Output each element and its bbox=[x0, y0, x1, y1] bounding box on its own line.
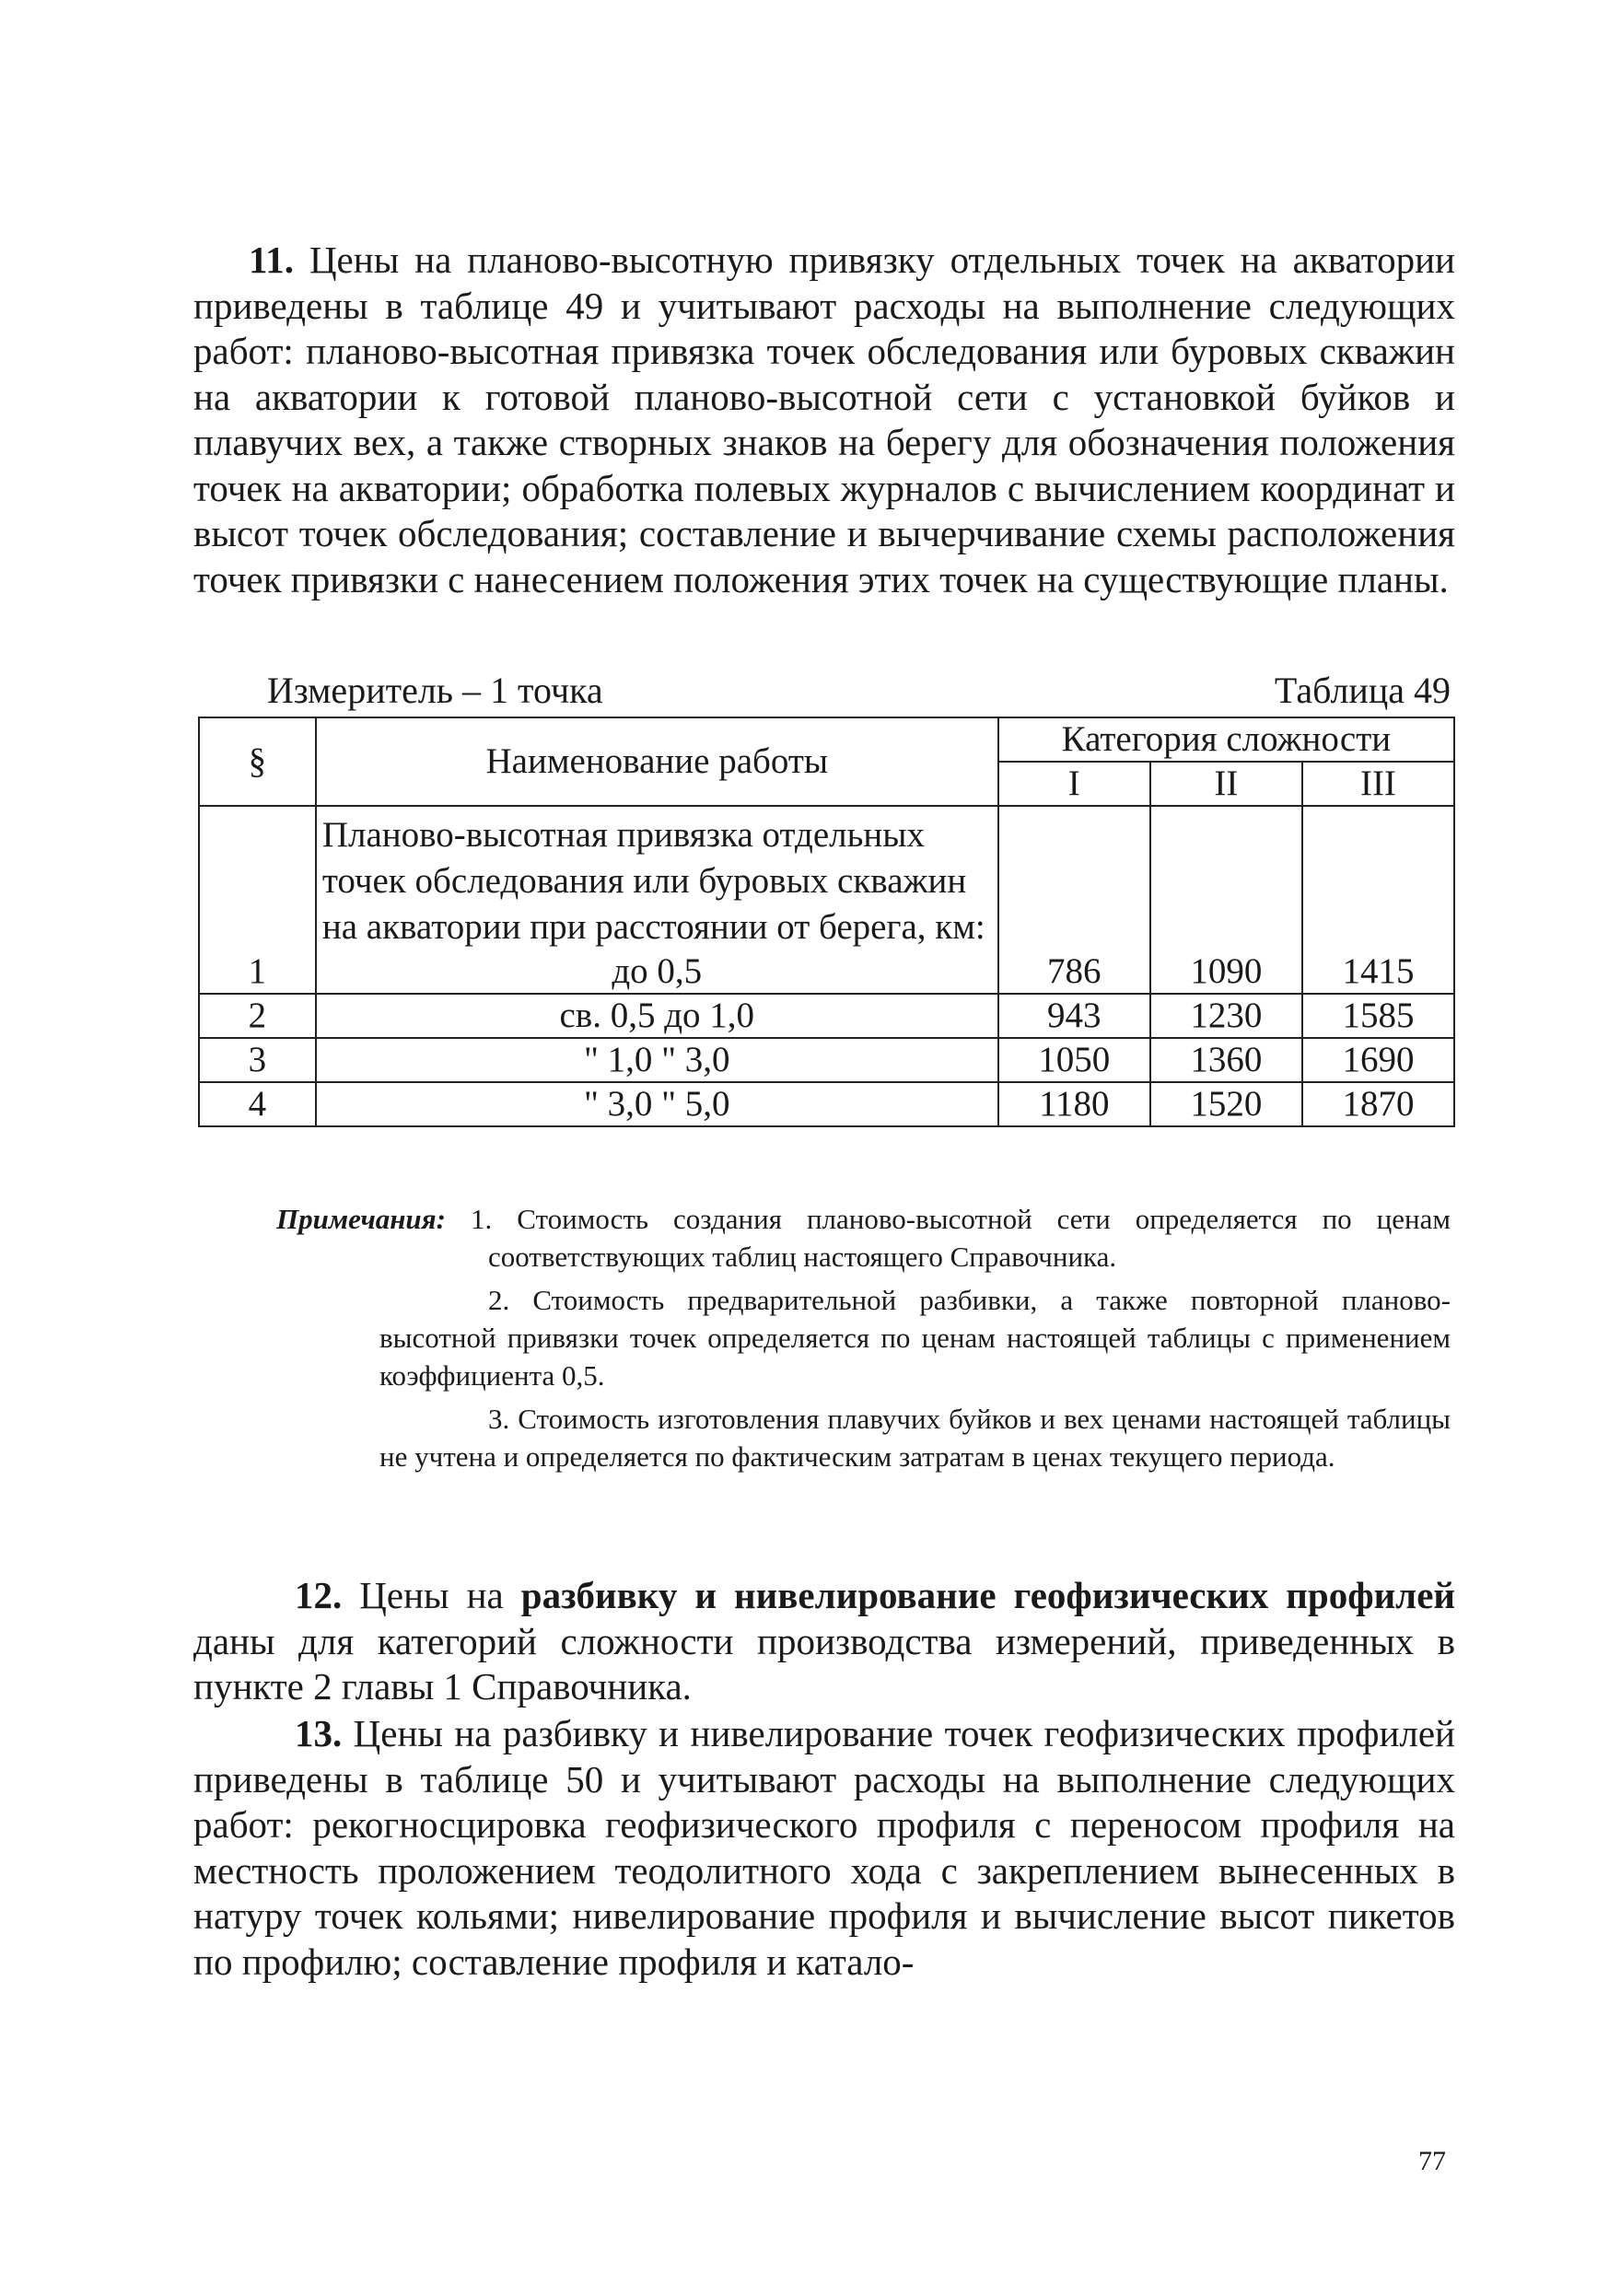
row-2-cat-2: 1230 bbox=[1150, 994, 1302, 1038]
row-2-cat-1: 943 bbox=[998, 994, 1150, 1038]
header-category: Категория сложности bbox=[998, 717, 1454, 762]
row-4-cat-3: 1870 bbox=[1302, 1082, 1454, 1126]
lead-text: Планово-высотная привязка отдельных точек обследования или буровых скважин на акватории при расстоянии от берега, км: bbox=[321, 815, 985, 947]
row-3-name: " 1,0 " 3,0 bbox=[316, 1038, 998, 1082]
row-1-cat-1: 786 bbox=[998, 806, 1150, 994]
paragraph-12-text-post: даны для категорий сложности производства измерений, приведенных в пункте 2 главы 1 Справочника. bbox=[193, 1619, 1455, 1707]
header-section: § bbox=[199, 717, 316, 806]
notes-block bbox=[276, 1200, 1451, 1475]
header-work-name: Наименование работы bbox=[316, 717, 998, 806]
row-1-cat-2: 1090 bbox=[1150, 806, 1302, 994]
header-cat-1: I bbox=[998, 762, 1150, 806]
table-header-row bbox=[199, 717, 1454, 762]
note-3: 3. Стоимость изготовления плавучих буйков и вех ценами настоящей таблицы не учтена и определяется по фактическим затратам в ценах текущего периода. bbox=[379, 1403, 1451, 1473]
row-4-cat-1: 1180 bbox=[998, 1082, 1150, 1126]
row-4-cat-2: 1520 bbox=[1150, 1082, 1302, 1126]
header-cat-3: III bbox=[1302, 762, 1454, 806]
row-4-section: 4 bbox=[199, 1082, 316, 1126]
row-1-cat-3: 1415 bbox=[1302, 806, 1454, 994]
note-1 bbox=[276, 1200, 1451, 1276]
paragraph-12-text-bold: разбивку и нивелирование геофизических профилей bbox=[520, 1574, 1456, 1616]
row-2-section: 2 bbox=[199, 994, 316, 1038]
table-unit: Измеритель – 1 точка bbox=[267, 670, 603, 711]
row-3-cat-3: 1690 bbox=[1302, 1038, 1454, 1082]
paragraph-12 bbox=[193, 1573, 1455, 1710]
note-1-text: 1. Стоимость создания планово-высотной сети определяется по ценам соответствующих таблиц настоящего Справочника. bbox=[470, 1203, 1451, 1273]
paragraph-11-number: 11. bbox=[249, 239, 294, 281]
paragraph-13-number: 13. bbox=[295, 1712, 343, 1754]
notes-label: Примечания: bbox=[276, 1203, 446, 1235]
paragraph-13 bbox=[193, 1711, 1455, 1985]
header-cat-2: II bbox=[1150, 762, 1302, 806]
row-2-name: св. 0,5 до 1,0 bbox=[316, 994, 998, 1038]
row-1-section: 1 bbox=[199, 806, 316, 994]
table-row bbox=[199, 1082, 1454, 1126]
row-4-name: " 3,0 " 5,0 bbox=[316, 1082, 998, 1126]
note-2: 2. Стоимость предварительной разбивки, а также повторной планово-высотной привязки точек определяется по ценам настоящей таблицы с применением коэффициента 0,5. bbox=[379, 1284, 1451, 1392]
paragraph-12-number: 12. bbox=[295, 1574, 343, 1616]
row-1-name: до 0,5 bbox=[612, 951, 703, 991]
table-49 bbox=[198, 717, 1455, 1127]
row-1-name-cell bbox=[316, 806, 998, 994]
table-row bbox=[199, 994, 1454, 1038]
row-3-section: 3 bbox=[199, 1038, 316, 1082]
table-row bbox=[199, 1038, 1454, 1082]
row-2-cat-3: 1585 bbox=[1302, 994, 1454, 1038]
row-3-cat-1: 1050 bbox=[998, 1038, 1150, 1082]
paragraph-12-text-pre: Цены на bbox=[359, 1574, 521, 1616]
table-label: Таблица 49 bbox=[1274, 670, 1451, 711]
row-3-cat-2: 1360 bbox=[1150, 1038, 1302, 1082]
table-caption bbox=[267, 670, 1451, 712]
page-number: 77 bbox=[1418, 2146, 1446, 2176]
paragraph-13-text: Цены на разбивку и нивелирование точек геофизических профилей приведены в таблице 50 и учитывают расходы на выполнение следующих работ: рекогносцировка геофизического профиля с переносом профиля на местность проложением теодолитного хода с закреплением вынесенных в натуру точек кольями; нивелирование профиля и вычисление высот пикетов по профилю; составление профиля и катало- bbox=[193, 1712, 1456, 1983]
paragraph-11-text: Цены на планово-высотную привязку отдельных точек на акватории приведены в таблице 49 и учитывают расходы на выполнение следующих работ: планово-высотная привязка точек обследования или буровых скважин на акватории к готовой планово-высотной сети с установкой буйков и плавучих вех, а также створных знаков на берегу для обозначения положения точек на акватории; обработка полевых журналов с вычислением координат и высот точек обследования; составление и вычерчивание схемы расположения точек привязки с нанесением положения этих точек на существующие планы. bbox=[193, 239, 1456, 600]
table-row bbox=[199, 806, 1454, 994]
paragraph-11 bbox=[193, 238, 1455, 602]
